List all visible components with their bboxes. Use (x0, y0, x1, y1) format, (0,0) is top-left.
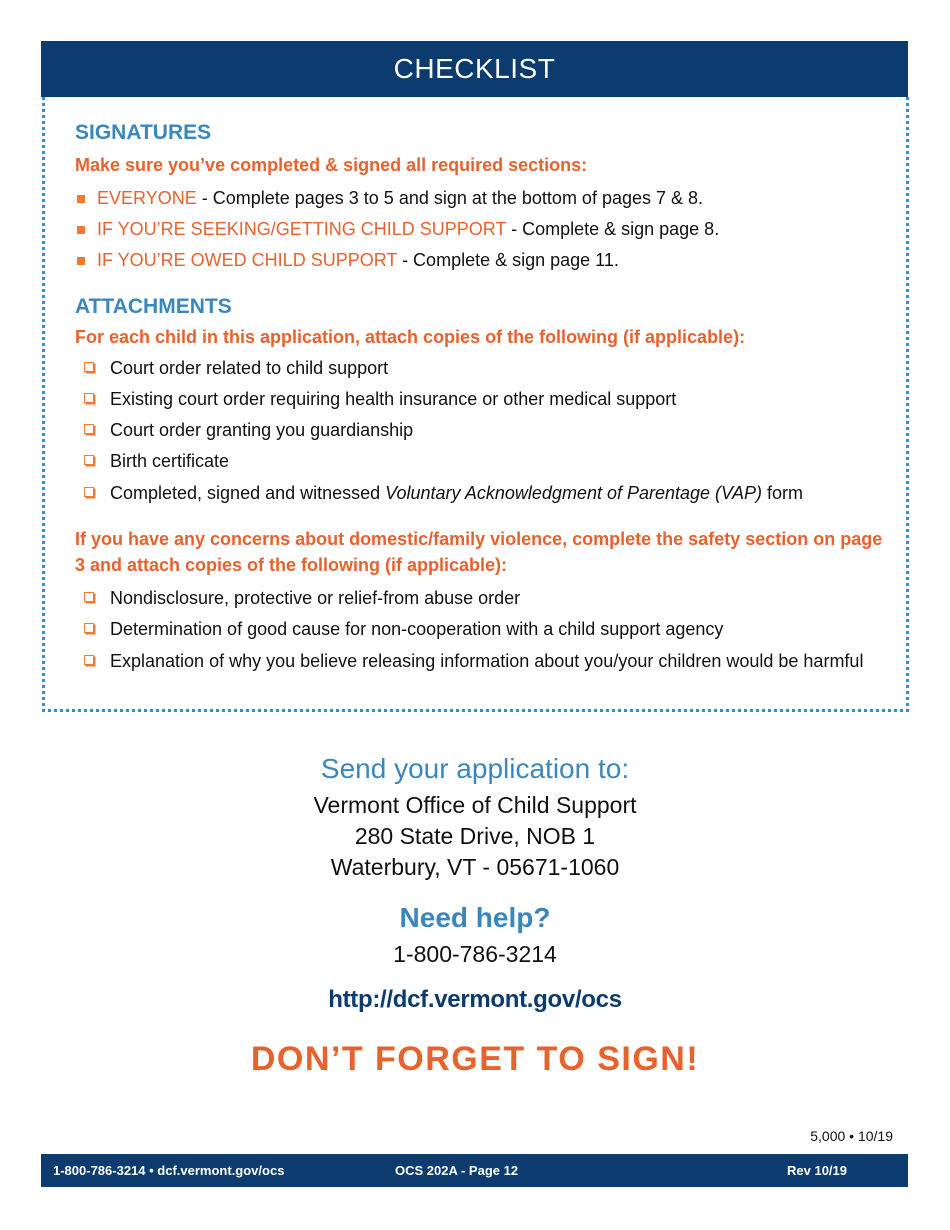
send-title: Send your application to: (320, 753, 630, 784)
checkbox-icon[interactable] (84, 455, 94, 465)
checkbox-icon[interactable] (84, 424, 94, 434)
checkbox-icon[interactable] (84, 655, 94, 665)
help-phone[interactable]: 1-800-786-3214 (393, 941, 557, 967)
vap-item-prefix: Completed, signed and witnessed (110, 483, 386, 503)
checkbox-icon[interactable] (84, 623, 94, 633)
vap-item-suffix: form (762, 483, 804, 503)
address-line: Vermont Office of Child Support (313, 792, 637, 818)
checkbox-icon[interactable] (84, 393, 94, 403)
checkbox-icon[interactable] (84, 592, 94, 602)
attachment-item-text: Court order granting you guardianship (110, 420, 414, 440)
address-line: 280 State Drive, NOB 1 (354, 823, 596, 849)
signature-item-lead: IF YOU’RE OWED CHILD SUPPORT (97, 250, 398, 270)
attachments-title: ATTACHMENTS (75, 295, 232, 318)
signatures-intro: Make sure you’ve completed & signed all required sections: (75, 155, 588, 175)
attachment-item-text: Birth certificate (110, 451, 230, 471)
sign-reminder: DON’T FORGET TO SIGN! (250, 1040, 700, 1078)
website-link[interactable]: http://dcf.vermont.gov/ocs (328, 986, 622, 1013)
signatures-title: SIGNATURES (75, 121, 212, 144)
checkbox-icon[interactable] (84, 487, 94, 497)
print-code: 5,000 • 10/19 (810, 1128, 893, 1144)
checklist-header (41, 41, 908, 97)
attachments-intro: For each child in this application, attach copies of the following (if applicable): (75, 327, 746, 347)
help-title: Need help? (399, 902, 551, 933)
signature-item-lead: IF YOU’RE SEEKING/GETTING CHILD SUPPORT (97, 219, 507, 239)
signature-item-text: - Complete & sign page 11. (397, 250, 619, 270)
safety-intro: If you have any concerns about domestic/family violence, complete the safety section on page 3 and attach copies of the following (if applicable): (75, 529, 883, 575)
safety-item-text: Determination of good cause for non-cooperation with a child support agency (110, 619, 724, 639)
signature-item-text: - Complete & sign page 8. (506, 219, 720, 239)
safety-item-text: Nondisclosure, protective or relief-from abuse order (110, 588, 521, 608)
checkbox-icon[interactable] (84, 362, 94, 372)
address-line: Waterbury, VT - 05671-1060 (330, 854, 620, 880)
footer-form-page: OCS 202A - Page 12 (395, 1163, 519, 1178)
attachment-item-text: Existing court order requiring health insurance or other medical support (110, 389, 677, 409)
signature-item-text: - Complete pages 3 to 5 and sign at the bottom of pages 7 & 8. (196, 188, 704, 208)
footer-contact: 1-800-786-3214 • dcf.vermont.gov/ocs (53, 1163, 285, 1178)
checklist-box (42, 97, 909, 712)
safety-item-text: Explanation of why you believe releasing information about you/your children would be harmful (110, 651, 864, 671)
square-bullet-icon (77, 257, 85, 265)
square-bullet-icon (77, 195, 85, 203)
vap-item-form-name: Voluntary Acknowledgment of Parentage (VAP) (385, 483, 763, 503)
footer-revision: Rev 10/19 (787, 1163, 847, 1178)
signature-item-lead: EVERYONE (97, 188, 197, 208)
square-bullet-icon (77, 226, 85, 234)
footer-bar (41, 1154, 908, 1187)
attachment-item-text: Court order related to child support (110, 358, 389, 378)
page-title: CHECKLIST (393, 53, 556, 84)
